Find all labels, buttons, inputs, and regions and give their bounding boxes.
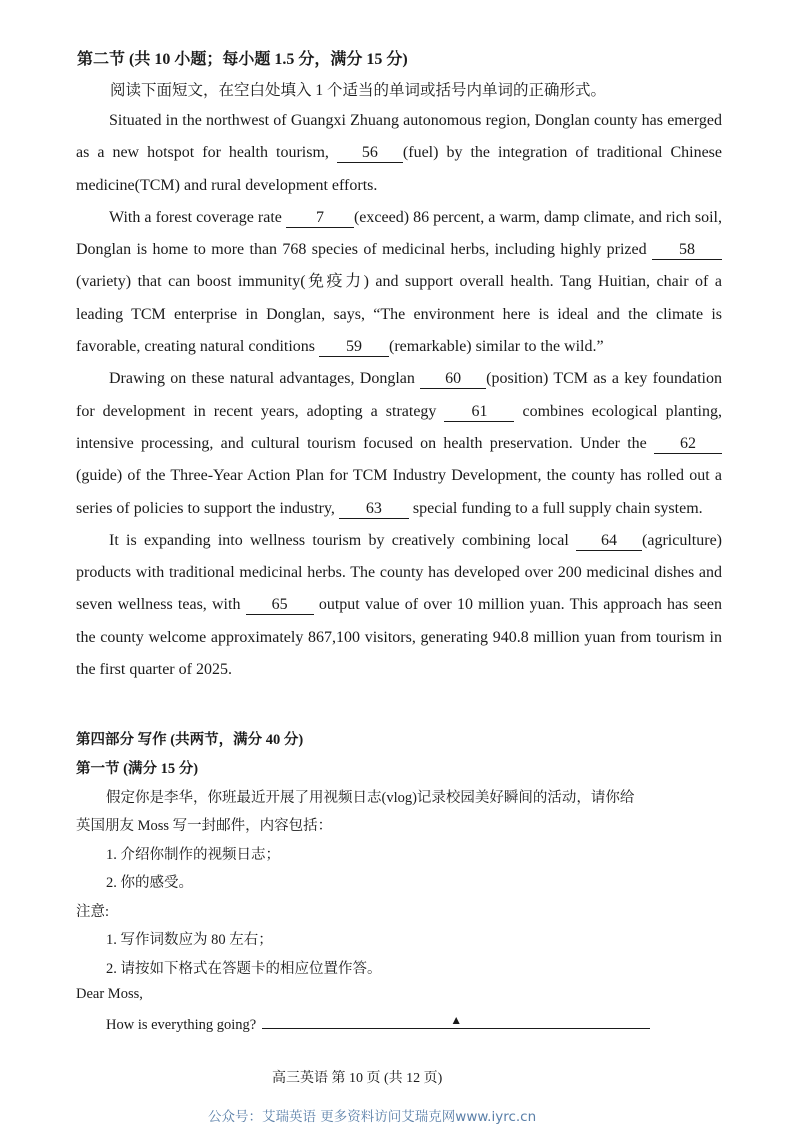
writing-answer-line [262,1014,650,1029]
cloze-passage [76,105,722,686]
text-span: It is expanding into wellness tourism by creatively combining local [109,531,577,549]
section-heading: 第二节 (共 10 小题；每小题 1.5 分，满分 15 分) [77,51,408,68]
text-span: combines ecological planting, intensive processing, and cultural tourism focused on health preservation. Under the [76,402,722,452]
blank-65: 65 [246,596,314,615]
blank-62: 62 [654,435,722,454]
text-span: (position) TCM as a key foundation for development in recent years, adopting a strategy [76,370,722,420]
text-span: Situated in the northwest of Guangxi Zhuang autonomous region, Donglan county has emerged as a new hotspot for health tourism, [76,112,722,162]
writing-section-heading: 第一节 (满分 15 分) [76,761,199,777]
letter-greeting: Dear Moss, [76,986,143,1002]
section-instruction: 阅读下面短文，在空白处填入 1 个适当的单词或括号内单词的正确形式。 [110,82,607,99]
triangle-icon: ▲ [450,1013,463,1027]
page-footer: 高三英语 第 10 页 (共 12 页) [272,1071,443,1086]
blank-64: 64 [576,532,642,551]
text-span: (fuel) by the integration of traditional Chinese medicine(TCM) and rural development efforts. [76,144,723,194]
blank-60: 60 [420,370,486,389]
text-span: (guide) of the Three-Year Action Plan for TCM Industry Development, the county has rolled out a series of policies to support the industry, [76,467,722,517]
paragraph-3 [76,363,722,524]
text-span: With a forest coverage rate [109,208,286,226]
writing-prompt-line-2: 英国朋友 Moss 写一封邮件，内容包括： [76,818,333,834]
notes-label: 注意: [76,904,110,920]
paragraph-2 [76,202,722,363]
text-span: (exceed) 86 percent, a warm, damp climate, and rich soil, Donglan is home to more than 768 species of medicinal herbs, including highly prized [76,208,722,259]
writing-content-item-2: 2. 你的感受。 [106,875,193,891]
text-span: (remarkable) similar to the wild.” [389,338,604,356]
letter-opening [106,1014,650,1034]
watermark-text: 公众号：艾瑞英语 更多资料访问艾瑞克网www.iyrc.cn [208,1109,537,1125]
note-item-1: 1. 写作词数应为 80 左右； [106,932,273,948]
writing-part-heading: 第四部分 写作 (共两节，满分 40 分) [76,732,304,748]
blank-59: 59 [319,338,389,357]
text-span: Drawing on these natural advantages, Donglan [109,370,421,388]
blank-63: 63 [339,500,409,519]
blank-56: 56 [337,144,403,163]
text-span: special funding to a full supply chain system. [408,499,703,517]
blank-57: 7 [286,209,354,228]
paragraph-1 [76,105,722,202]
text-span: (variety) that can boost immunity(免疫力) and support overall health. Tang Huitian, chair of a leading TCM enterprise in Donglan, says, “The environment here is ideal and the climate is favorable, creating natural conditions [76,273,722,356]
paragraph-4 [76,525,722,686]
opening-text: How is everything going? [106,1017,257,1033]
note-item-2: 2. 请按如下格式在答题卡的相应位置作答。 [106,961,382,977]
writing-content-item-1: 1. 介绍你制作的视频日志； [106,847,280,863]
text-span: (agriculture) products with traditional medicinal herbs. The county has developed over 200 medicinal dishes and seven wellness teas, with [76,531,722,614]
blank-58: 58 [652,241,722,260]
text-span: output value of over 10 million yuan. This approach has seen the county welcome approximately 867,100 visitors, generating 940.8 million yuan from tourism in the first quarter of 2025. [76,596,723,679]
writing-prompt-line-1: 假定你是李华，你班最近开展了用视频日志(vlog)记录校园美好瞬间的活动，请你给 [106,790,635,806]
blank-61: 61 [444,403,514,422]
